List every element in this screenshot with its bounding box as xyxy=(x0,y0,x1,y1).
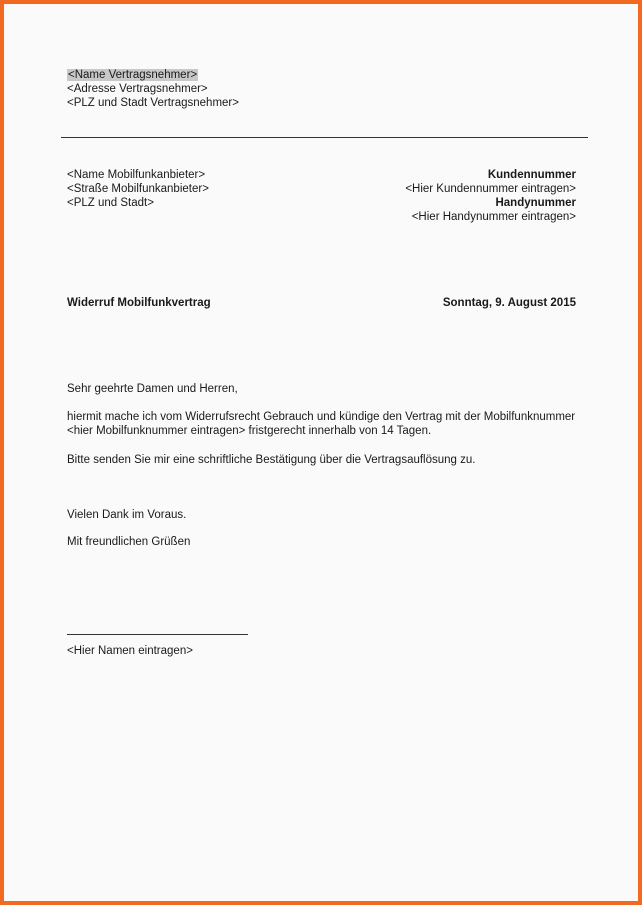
customer-number-value: <Hier Kundennummer eintragen> xyxy=(405,183,576,195)
recipient-name: <Name Mobilfunkanbieter> xyxy=(67,169,206,181)
body-paragraph-2: Bitte senden Sie mir eine schriftliche Bestätigung über die Vertragsauflösung zu. xyxy=(67,454,476,466)
sender-address: <Adresse Vertragsnehmer> xyxy=(67,83,208,95)
letter-page xyxy=(8,8,634,897)
sender-block xyxy=(67,68,239,110)
salutation: Sehr geehrte Damen und Herren, xyxy=(67,383,238,395)
sender-name[interactable]: <Name Vertragsnehmer> xyxy=(68,69,198,81)
body-paragraph-1-line-2: <hier Mobilfunknummer eintragen> fristgerecht innerhalb von 14 Tagen. xyxy=(67,425,432,437)
signature-name: <Hier Namen eintragen> xyxy=(67,645,193,657)
customer-number-label: Kundennummer xyxy=(487,169,576,181)
closing-line: Mit freundlichen Grüßen xyxy=(67,536,191,548)
recipient-street: <Straße Mobilfunkanbieter> xyxy=(67,183,209,195)
recipient-city: <PLZ und Stadt> xyxy=(67,197,154,209)
sender-city: <PLZ und Stadt Vertragsnehmer> xyxy=(67,97,239,109)
phone-label: Handynummer xyxy=(495,197,576,209)
phone-value: <Hier Handynummer eintragen> xyxy=(411,211,576,223)
header-divider xyxy=(61,137,588,138)
subject-line: Widerruf Mobilfunkvertrag xyxy=(67,297,211,309)
body-paragraph-1-line-1: hiermit mache ich vom Widerrufsrecht Gebrauch und kündige den Vertrag mit der Mobilfunknummer xyxy=(67,411,576,423)
signature-line xyxy=(67,634,248,635)
customer-info-block xyxy=(405,168,576,224)
recipient-block xyxy=(67,168,209,210)
body-paragraph-1 xyxy=(67,410,575,438)
thanks-line: Vielen Dank im Voraus. xyxy=(67,509,187,521)
letter-date: Sonntag, 9. August 2015 xyxy=(442,297,576,309)
